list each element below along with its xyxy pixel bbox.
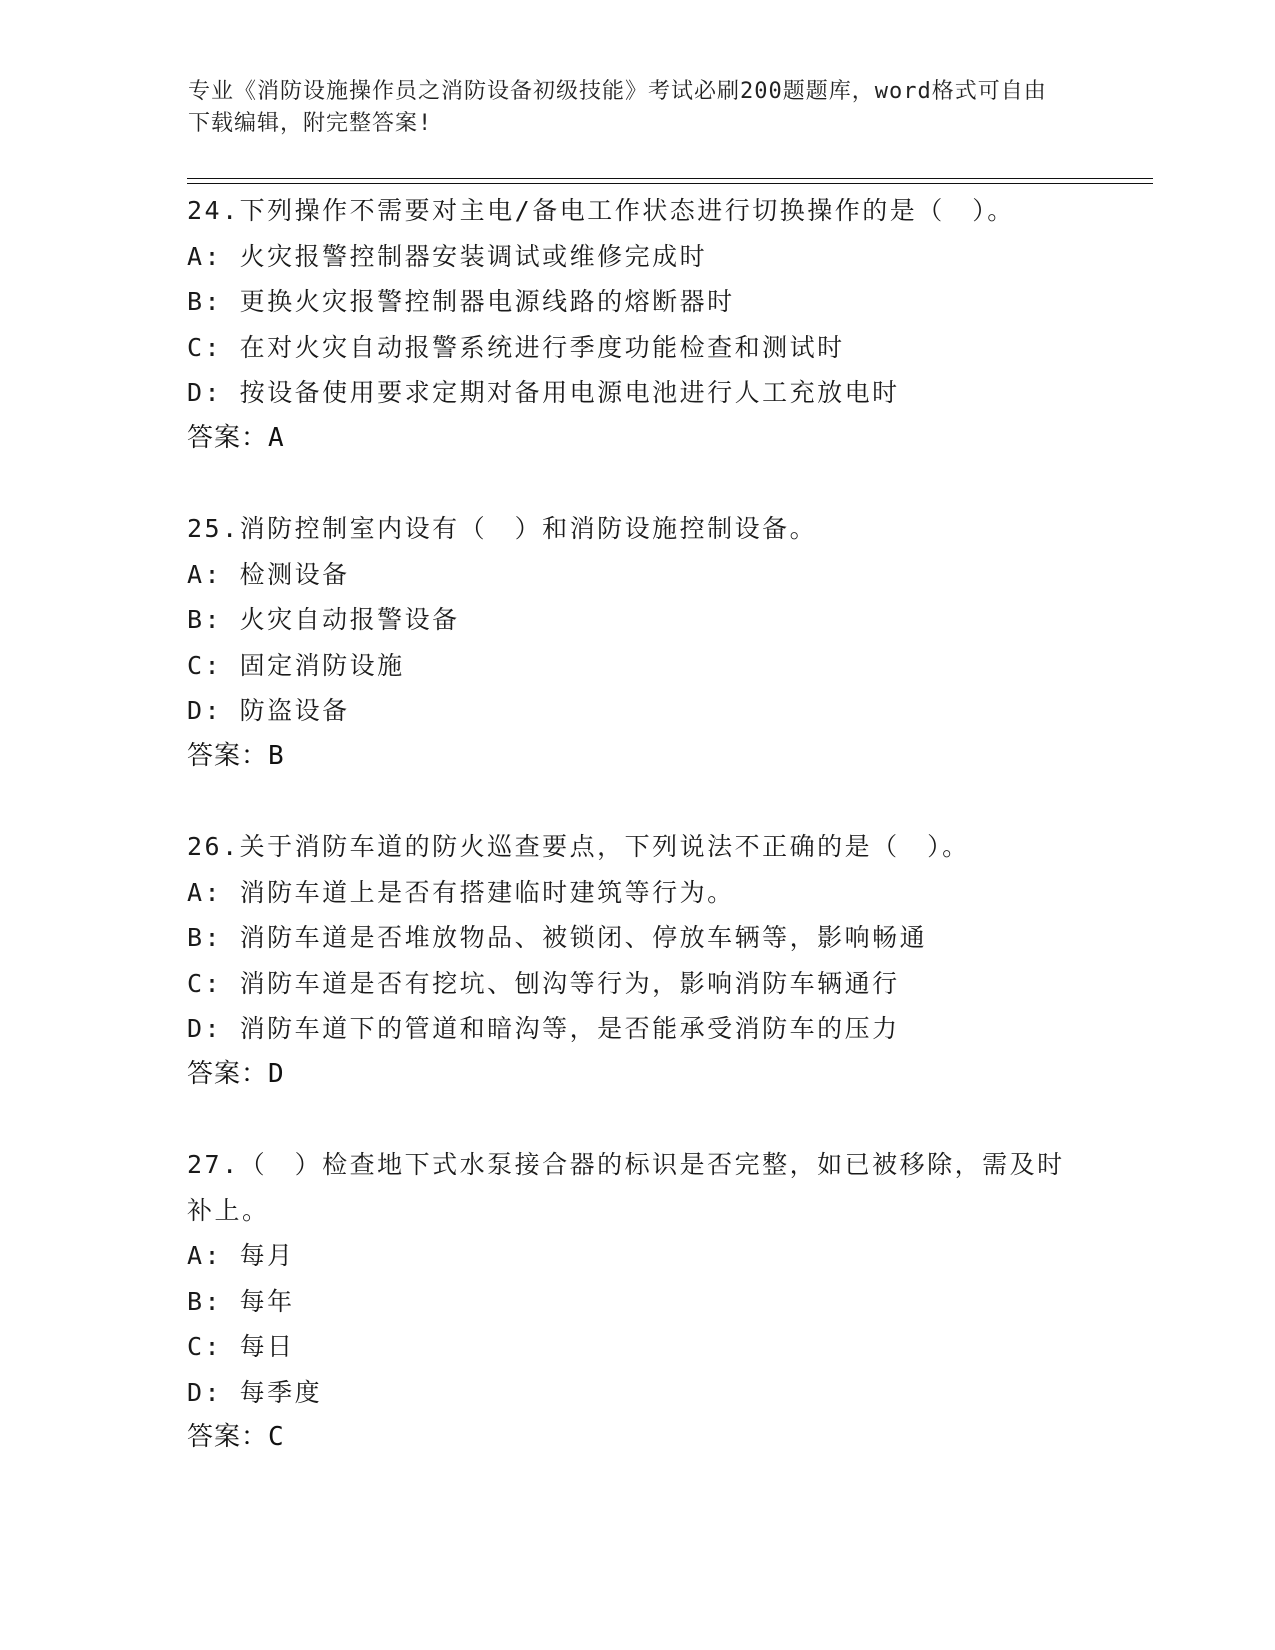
option-b: B: 每年 (187, 1286, 295, 1316)
answer-value: C (268, 1422, 285, 1452)
option-d: D: 消防车道下的管道和暗沟等，是否能承受消防车的压力 (187, 1014, 900, 1043)
option-c: C: 每日 (187, 1332, 295, 1361)
answer-label: 答案： (187, 740, 269, 771)
option-d: D: 防盗设备 (187, 696, 350, 725)
option-c: C: 在对火灾自动报警系统进行季度功能检查和测试时 (187, 332, 845, 362)
option-b: B: 消防车道是否堆放物品、被锁闭、停放车辆等，影响畅通 (187, 923, 928, 952)
option-a: A: 每月 (187, 1241, 295, 1270)
option-a: A: 消防车道上是否有搭建临时建筑等行为。 (187, 877, 735, 907)
answer-value: D (268, 1058, 285, 1089)
option-d: D: 每季度 (187, 1377, 323, 1407)
answer-line (187, 734, 1087, 780)
question-24 (187, 188, 1087, 461)
answer-label: 答案： (187, 1058, 269, 1089)
answer-label: 答案： (187, 1422, 269, 1452)
answer-value: A (268, 422, 285, 453)
option-c: C: 固定消防设施 (187, 650, 405, 680)
question-list (187, 188, 1087, 1506)
question-26 (187, 824, 1087, 1097)
question-stem: 27.（ ）检查地下式水泵接合器的标识是否完整，如已被移除，需及时补上。 (187, 1150, 1065, 1225)
answer-label: 答案： (187, 422, 269, 453)
header-rule-bottom (187, 183, 1153, 184)
option-b: B: 火灾自动报警设备 (187, 605, 460, 634)
question-stem: 25.消防控制室内设有（ ）和消防设施控制设备。 (187, 514, 818, 543)
document-header: 专业《消防设施操作员之消防设备初级技能》考试必刷200题题库，word格式可自由下载编辑，附完整答案! (188, 79, 1047, 136)
header-rule-top (187, 178, 1153, 179)
question-25 (187, 506, 1087, 779)
option-a: A: 火灾报警控制器安装调试或维修完成时 (187, 241, 708, 271)
option-d: D: 按设备使用要求定期对备用电源电池进行人工充放电时 (187, 378, 900, 407)
option-a: A: 检测设备 (187, 559, 350, 589)
option-c: C: 消防车道是否有挖坑、刨沟等行为，影响消防车辆通行 (187, 968, 900, 998)
answer-line (187, 1415, 1087, 1461)
question-stem: 26.关于消防车道的防火巡查要点，下列说法不正确的是（ ）。 (187, 832, 970, 861)
question-27 (187, 1142, 1087, 1461)
question-stem: 24.下列操作不需要对主电/备电工作状态进行切换操作的是（ ）。 (187, 196, 1015, 225)
option-b: B: 更换火灾报警控制器电源线路的熔断器时 (187, 287, 735, 316)
answer-line (187, 416, 1087, 462)
answer-line (187, 1052, 1087, 1098)
answer-value: B (268, 740, 285, 771)
